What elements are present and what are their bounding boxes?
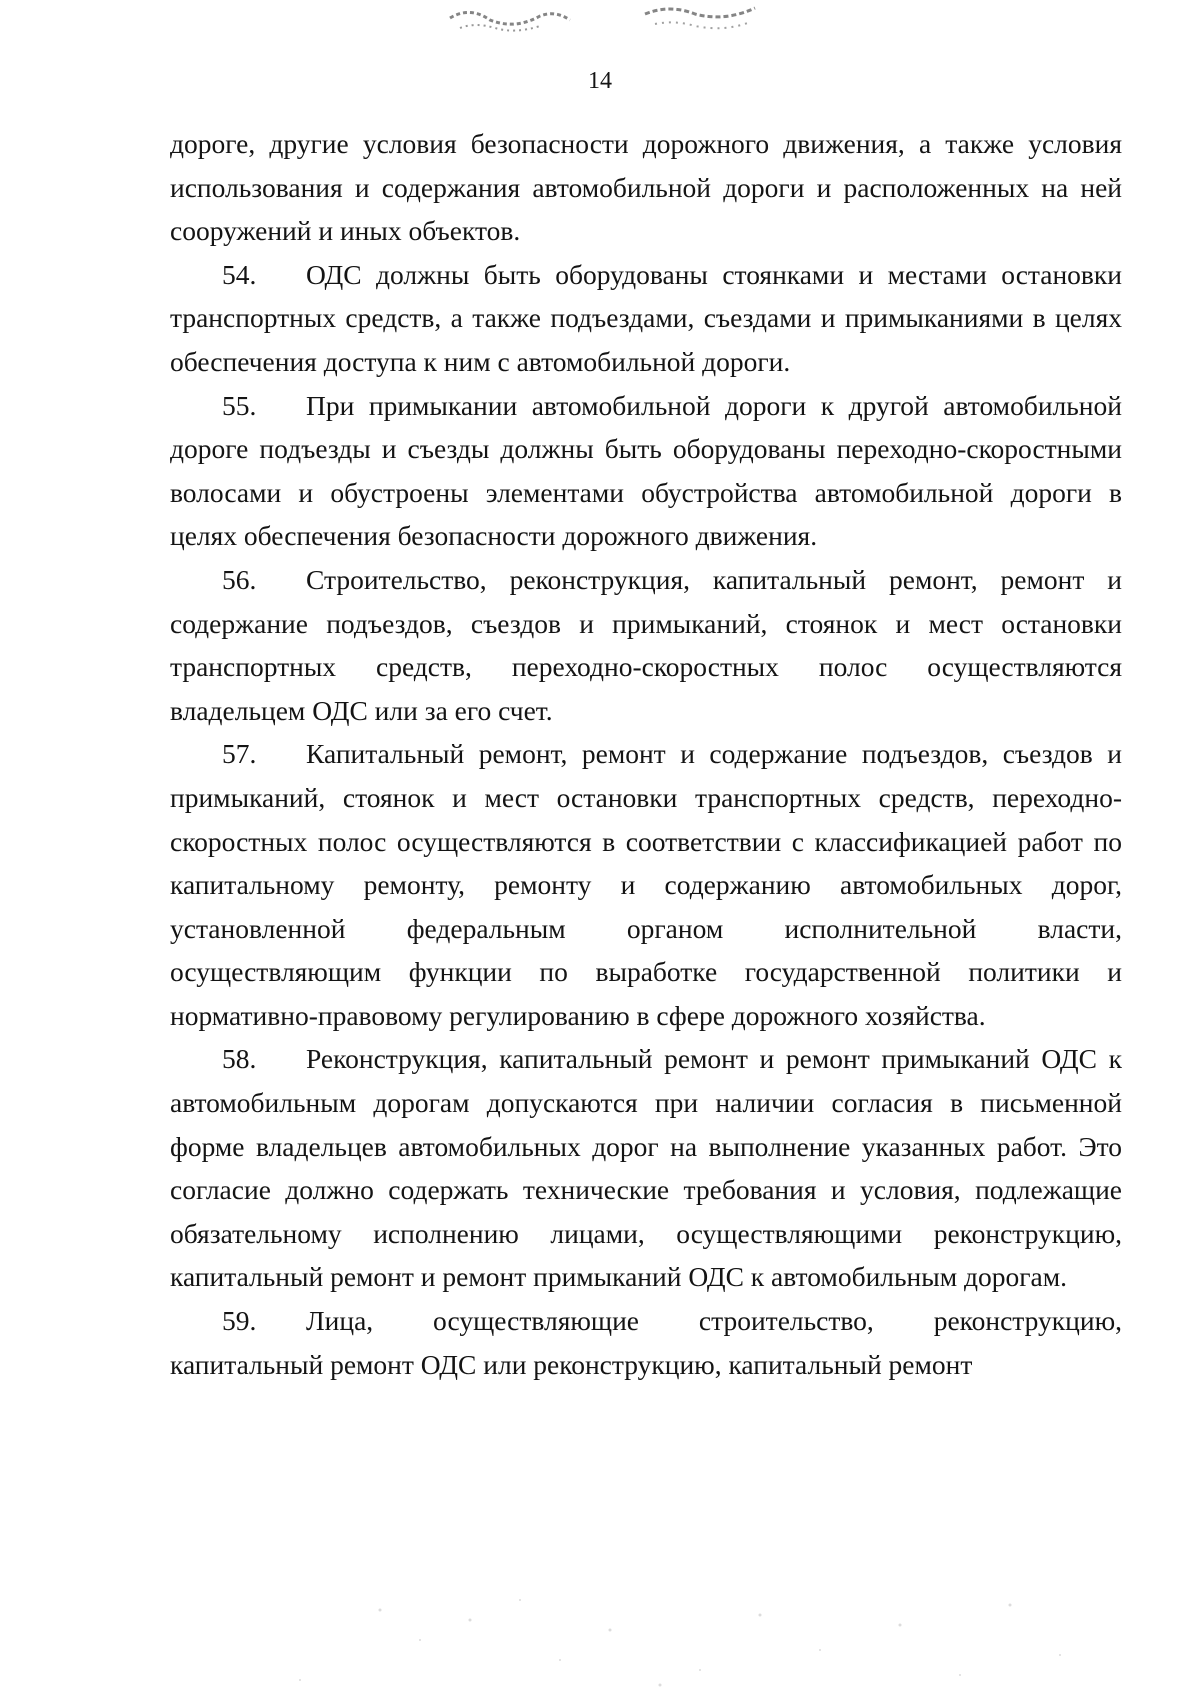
paragraph-number: 59.	[222, 1305, 257, 1337]
paragraph-number: 58.	[222, 1043, 257, 1075]
paragraph-text: Лица, осуществляющие строительство, реконструкцию, капитальный ремонт ОДС или реконструкцию, капитальный ремонт	[170, 1305, 1122, 1380]
paragraph-number: 57.	[222, 738, 257, 770]
paragraph-54	[170, 253, 1122, 384]
paragraph-number: 56.	[222, 563, 257, 595]
paragraph-56	[170, 558, 1122, 732]
paragraph-number: 54.	[222, 258, 257, 290]
scan-mark-left	[440, 0, 580, 40]
document-body	[170, 122, 1122, 1386]
scan-mark-right	[640, 0, 780, 40]
paragraph-number: 55.	[222, 389, 257, 421]
paragraph-text: При примыкании автомобильной дороги к другой автомобильной дороге подъезды и съезды должны быть оборудованы переходно-скоростными волосами и обустроены элементами обустройства автомобильной дороги в целях обеспечения безопасности дорожного движения.	[170, 389, 1122, 552]
paragraph-55	[170, 384, 1122, 558]
paragraph-text: дороге, другие условия безопасности дорожного движения, а также условия использования и содержания автомобильной дороги и расположенных на ней сооружений и иных объектов.	[170, 128, 1122, 247]
paragraph-text: Капитальный ремонт, ремонт и содержание подъездов, съездов и примыканий, стоянок и мест остановки транспортных средств, переходно- скоростных полос осуществляются в соответствии с классификацией работ по капитальному ремонту, ремонту и содержанию автомобильных дорог, установленной федеральным органом исполнительной власти, осуществляющим функции по выработке государственной политики и нормативно-правовому регулированию в сфере дорожного хозяйства.	[170, 738, 1122, 1031]
paragraph-continuation	[170, 122, 1122, 253]
paragraph-58	[170, 1037, 1122, 1299]
paragraph-text: Строительство, реконструкция, капитальный ремонт, ремонт и содержание подъездов, съездов и примыканий, стоянок и мест остановки транспортных средств, переходно-скоростных полос осуществляются владельцем ОДС или за его счет.	[170, 563, 1122, 726]
page-number: 14	[588, 68, 612, 94]
paragraph-text: Реконструкция, капитальный ремонт и ремонт примыканий ОДС к автомобильным дорогам допускаются при наличии согласия в письменной форме владельцев автомобильных дорог на выполнение указанных работ. Это согласие должно содержать технические требования и условия, подлежащие обязательному исполнению лицами, осуществляющими реконструкцию, капитальный ремонт и ремонт примыканий ОДС к автомобильным дорогам.	[170, 1043, 1122, 1293]
paragraph-59	[170, 1299, 1122, 1386]
paragraph-57	[170, 732, 1122, 1037]
scan-noise	[0, 1580, 1200, 1699]
paragraph-text: ОДС должны быть оборудованы стоянками и местами остановки транспортных средств, а также подъездами, съездами и примыканиями в целях обеспечения доступа к ним с автомобильной дороги.	[170, 258, 1122, 377]
